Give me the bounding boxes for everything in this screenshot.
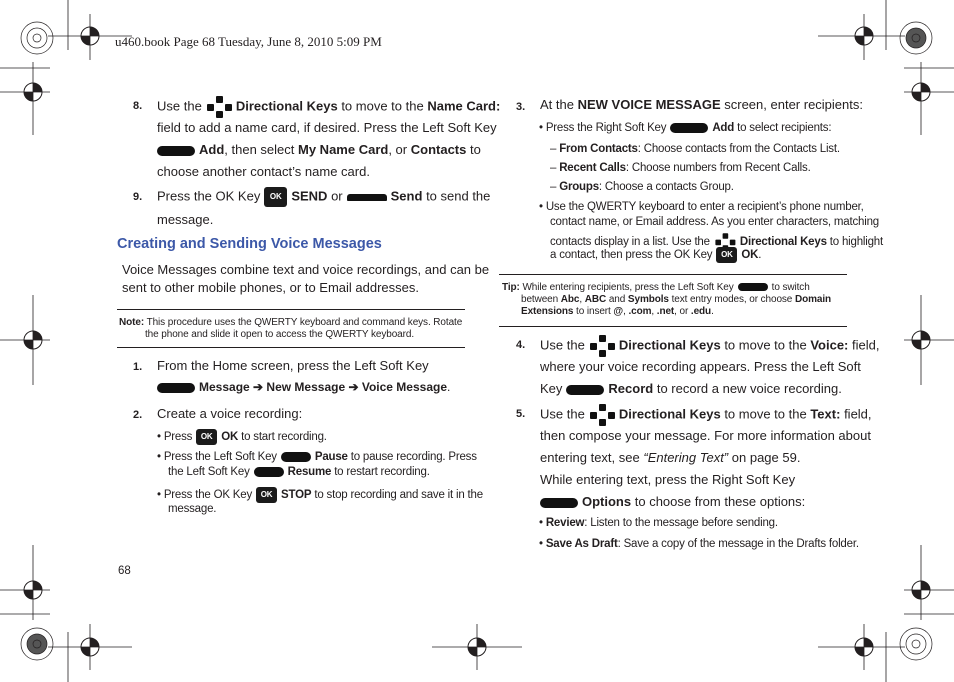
ok-key-icon: OK <box>256 487 277 503</box>
bullet-qwerty-line-3: contacts display in a list. Use the Directional Keys to highlight <box>550 231 883 253</box>
note-line-2: the phone and slide it open to access the QWERTY keyboard. <box>145 329 414 340</box>
step-number: 4. <box>516 339 526 351</box>
sub-bullet-groups: – Groups: Choose a contacts Group. <box>550 181 734 193</box>
soft-key-icon <box>254 467 284 477</box>
step-8-line-2: field to add a name card, if desired. Press the Left Soft Key <box>157 120 497 135</box>
bullet-stop-line-2: message. <box>168 503 217 515</box>
step-number: 1. <box>133 361 143 373</box>
soft-key-icon <box>670 123 708 133</box>
step-5-line-1: Use the Directional Keys to move to the Text: field, <box>540 404 872 426</box>
soft-key-icon <box>540 498 578 508</box>
step-number: 9. <box>133 191 143 203</box>
step-8-line-3: Add, then select My Name Card, or Contacts to <box>153 142 481 157</box>
intro-line-1: Voice Messages combine text and voice recordings, and can be <box>122 262 490 277</box>
directional-keys-icon <box>589 335 615 357</box>
soft-key-icon <box>157 146 195 156</box>
step-4-line-1: Use the Directional Keys to move to the Voice: field, <box>540 335 879 357</box>
step-1-line-1: From the Home screen, press the Left Soft Key <box>157 358 429 373</box>
step-8-line-4: choose another contact’s name card. <box>157 164 370 179</box>
print-header: u460.book Page 68 Tuesday, June 8, 2010 5:09 PM <box>115 34 382 49</box>
section-heading: Creating and Sending Voice Messages <box>117 236 382 252</box>
soft-key-icon <box>281 452 311 462</box>
step-5-line-5: Options to choose from these options: <box>536 494 805 509</box>
bullet-qwerty-line-2: contact name, or Email address. As you enter characters, matching <box>550 216 879 228</box>
tip-line-2: between Abc, ABC and Symbols text entry modes, or choose Domain <box>521 294 832 305</box>
bullet-qwerty-line-4: a contact, then press the OK Key OK OK. <box>550 247 761 263</box>
bullet-qwerty-line-1: • Use the QWERTY keyboard to enter a recipient’s phone number, <box>539 201 864 213</box>
directional-keys-icon <box>589 404 615 426</box>
ok-key-icon: OK <box>264 187 287 207</box>
step-9-line-1: Press the OK Key OK SEND or Send to send the <box>157 187 490 207</box>
step-3-line-1: At the NEW VOICE MESSAGE screen, enter recipients: <box>540 97 863 112</box>
bullet-press-ok: • Press OK OK to start recording. <box>157 429 327 445</box>
step-5-line-4: While entering text, press the Right Soft Key <box>540 472 796 487</box>
soft-key-icon <box>566 385 604 395</box>
step-4-line-2: where your voice recording appears. Press the Left Soft <box>540 359 861 374</box>
tip-line-1: Tip: While entering recipients, press the Left Soft Key to switch <box>502 282 810 293</box>
step-number: 5. <box>516 408 526 420</box>
tip-bottom-rule <box>499 326 847 327</box>
directional-keys-icon <box>206 96 232 118</box>
bullet-stop-line-1: • Press the OK Key OK STOP to stop recording and save it in the <box>157 487 483 503</box>
step-8-line-1: Use the Directional Keys to move to the Name Card: <box>157 96 500 118</box>
sub-bullet-recent-calls: – Recent Calls: Choose numbers from Recent Calls. <box>550 162 811 174</box>
bullet-save-as-draft: • Save As Draft: Save a copy of the message in the Drafts folder. <box>539 538 859 550</box>
bullet-pause-line-2: the Left Soft Key Resume to restart recording. <box>168 466 430 478</box>
soft-key-icon <box>738 283 768 291</box>
tip-top-rule <box>499 274 847 275</box>
sub-bullet-from-contacts: – From Contacts: Choose contacts from the Contacts List. <box>550 143 840 155</box>
step-2-line-1: Create a voice recording: <box>157 406 303 421</box>
step-5-line-3: entering text, see “Entering Text” on page 59. <box>540 450 801 465</box>
ok-key-icon: OK <box>716 247 737 263</box>
step-number: 8. <box>133 100 143 112</box>
ok-key-icon: OK <box>196 429 217 445</box>
send-key-icon <box>347 194 387 201</box>
note-top-rule <box>117 309 465 310</box>
note-line-1: Note: This procedure uses the QWERTY keyboard and command keys. Rotate <box>119 317 463 328</box>
step-number: 2. <box>133 409 143 421</box>
step-5-line-2: then compose your message. For more information about <box>540 428 871 443</box>
step-number: 3. <box>516 101 526 113</box>
bullet-pause-line-1: • Press the Left Soft Key Pause to pause recording. Press <box>157 451 477 463</box>
step-4-line-3: Key Record to record a new voice recording. <box>540 381 842 396</box>
step-9-line-2: message. <box>157 212 214 227</box>
note-bottom-rule <box>117 347 465 348</box>
bullet-review: • Review: Listen to the message before sending. <box>539 517 778 529</box>
bullet-add-recipients: • Press the Right Soft Key Add to select recipients: <box>539 122 832 134</box>
page-number: 68 <box>118 565 131 577</box>
soft-key-icon <box>157 383 195 393</box>
intro-line-2: sent to other mobile phones, or to Email addresses. <box>122 280 419 295</box>
tip-line-3: Extensions to insert @, .com, .net, or .edu. <box>521 306 714 317</box>
step-1-line-2: Message ➔ New Message ➔ Voice Message. <box>153 380 450 394</box>
